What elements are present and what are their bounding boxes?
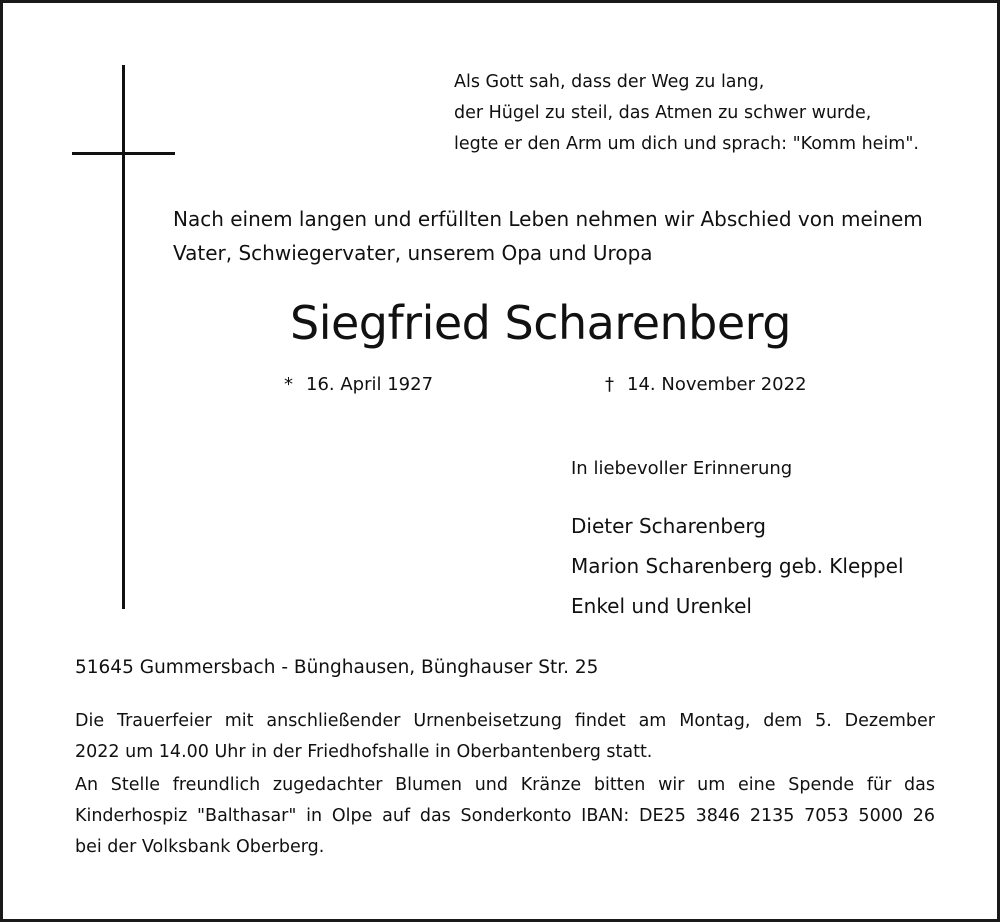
mourners-list — [571, 506, 904, 626]
address: 51645 Gummersbach - Bünghausen, Bünghauser Str. 25 — [75, 657, 599, 678]
deceased-name: Siegfried Scharenberg — [290, 296, 791, 350]
donation-line: Kinderhospiz "Balthasar" in Olpe auf das Sonderkonto IBAN: DE25 3846 2135 7053 5000 26 — [75, 806, 935, 826]
intro-line: Vater, Schwiegervater, unserem Opa und Uropa — [173, 241, 653, 265]
death-date-line — [605, 372, 807, 398]
funeral-line: Die Trauerfeier mit anschließender Urnenbeisetzung findet am Montag, dem 5. Dezember — [75, 711, 935, 731]
donation-line: An Stelle freundlich zugedachter Blumen und Kränze bitten wir um eine Spende für das — [75, 775, 935, 795]
birth-date: 16. April 1927 — [306, 374, 434, 395]
poem-line: der Hügel zu steil, das Atmen zu schwer wurde, — [454, 103, 872, 123]
cross-horizontal-bar — [72, 152, 175, 155]
intro-text — [173, 202, 943, 270]
mourner-name: Marion Scharenberg geb. Kleppel — [571, 554, 904, 578]
cross-vertical-bar — [122, 65, 125, 609]
memory-line: In liebevoller Erinnerung — [571, 458, 793, 479]
poem-line: Als Gott sah, dass der Weg zu lang, — [454, 72, 765, 92]
donation-info — [75, 770, 935, 863]
birth-symbol: * — [284, 374, 293, 395]
birth-date-line — [284, 372, 433, 398]
mourner-name: Enkel und Urenkel — [571, 594, 752, 618]
death-date: 14. November 2022 — [627, 374, 807, 395]
donation-line: bei der Volksbank Oberberg. — [75, 837, 325, 857]
funeral-info — [75, 706, 935, 768]
funeral-line: 2022 um 14.00 Uhr in der Friedhofshalle in Oberbantenberg statt. — [75, 742, 653, 762]
death-cross-symbol: † — [605, 374, 614, 395]
mourner-name: Dieter Scharenberg — [571, 514, 766, 538]
poem-line: legte er den Arm um dich und sprach: "Komm heim". — [454, 134, 919, 154]
intro-line: Nach einem langen und erfüllten Leben nehmen wir Abschied von meinem — [173, 207, 923, 231]
poem — [454, 67, 919, 160]
